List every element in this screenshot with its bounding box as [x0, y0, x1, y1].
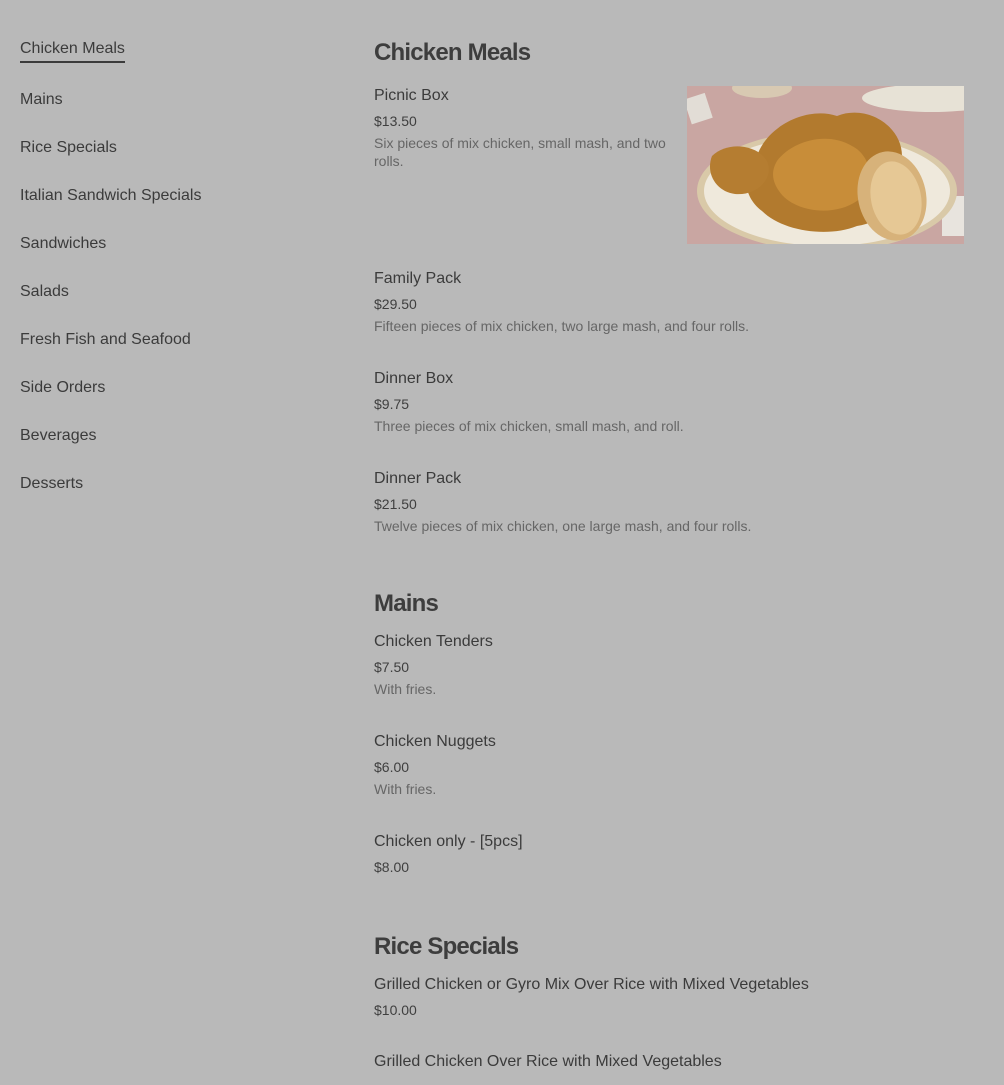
menu-item[interactable]: [374, 469, 964, 589]
item-name: Grilled Chicken or Gyro Mix Over Rice with Mixed Vegetables: [374, 976, 809, 993]
section-title: Rice Specials: [374, 933, 519, 960]
menu-item[interactable]: [374, 632, 964, 732]
section-mains: [374, 589, 964, 932]
menu-item[interactable]: [374, 369, 964, 469]
menu-content: [374, 38, 964, 1082]
menu-item[interactable]: [374, 975, 964, 1052]
fried-chicken-photo: [687, 86, 964, 244]
item-price: $10.00: [374, 1002, 417, 1018]
section-title: Chicken Meals: [374, 39, 531, 66]
item-price: $9.75: [374, 396, 410, 412]
item-price: $7.50: [374, 659, 410, 675]
item-name: Family Pack: [374, 270, 462, 287]
item-description: Three pieces of mix chicken, small mash, and roll.: [374, 418, 684, 434]
menu-item[interactable]: [374, 732, 964, 832]
item-description: Twelve pieces of mix chicken, one large mash, and four rolls.: [374, 518, 752, 534]
item-price: $6.00: [374, 759, 410, 775]
item-name: Chicken only - [5pcs]: [374, 833, 523, 850]
nav-item-sandwiches[interactable]: Sandwiches: [20, 235, 107, 252]
section-title: Mains: [374, 590, 439, 617]
item-price: $21.50: [374, 496, 417, 512]
item-name: Dinner Box: [374, 370, 454, 387]
nav-item-rice-specials[interactable]: Rice Specials: [20, 139, 117, 156]
section-rice-specials: [374, 932, 964, 1082]
menu-item[interactable]: [374, 269, 964, 369]
nav-item-desserts[interactable]: Desserts: [20, 475, 84, 492]
item-description: Fifteen pieces of mix chicken, two large mash, and four rolls.: [374, 318, 750, 334]
section-chicken-meals: [374, 38, 964, 589]
item-description: With fries.: [374, 781, 437, 797]
item-price: $13.50: [374, 113, 417, 129]
nav-item-beverages[interactable]: Beverages: [20, 427, 97, 444]
item-name: Picnic Box: [374, 87, 449, 104]
item-name: Chicken Nuggets: [374, 733, 496, 750]
item-price: $8.00: [374, 859, 410, 875]
item-name: Chicken Tenders: [374, 633, 493, 650]
nav-item-fresh-fish-seafood[interactable]: Fresh Fish and Seafood: [20, 331, 191, 348]
item-price: $29.50: [374, 296, 417, 312]
menu-item[interactable]: [374, 1052, 964, 1082]
nav-item-salads[interactable]: Salads: [20, 283, 69, 300]
menu-item[interactable]: [374, 832, 964, 932]
nav-item-side-orders[interactable]: Side Orders: [20, 379, 106, 396]
item-name: Dinner Pack: [374, 470, 462, 487]
menu-item[interactable]: [374, 86, 964, 269]
category-nav: [20, 38, 320, 521]
nav-item-italian-sandwich-specials[interactable]: Italian Sandwich Specials: [20, 187, 202, 204]
item-description: With fries.: [374, 681, 437, 697]
nav-item-mains[interactable]: Mains: [20, 91, 63, 108]
nav-item-chicken-meals[interactable]: Chicken Meals: [20, 38, 125, 63]
fried-chicken-plate-image: [687, 86, 964, 244]
item-name: Grilled Chicken Over Rice with Mixed Vegetables: [374, 1053, 722, 1070]
item-description: Six pieces of mix chicken, small mash, and two rolls.: [374, 135, 666, 169]
